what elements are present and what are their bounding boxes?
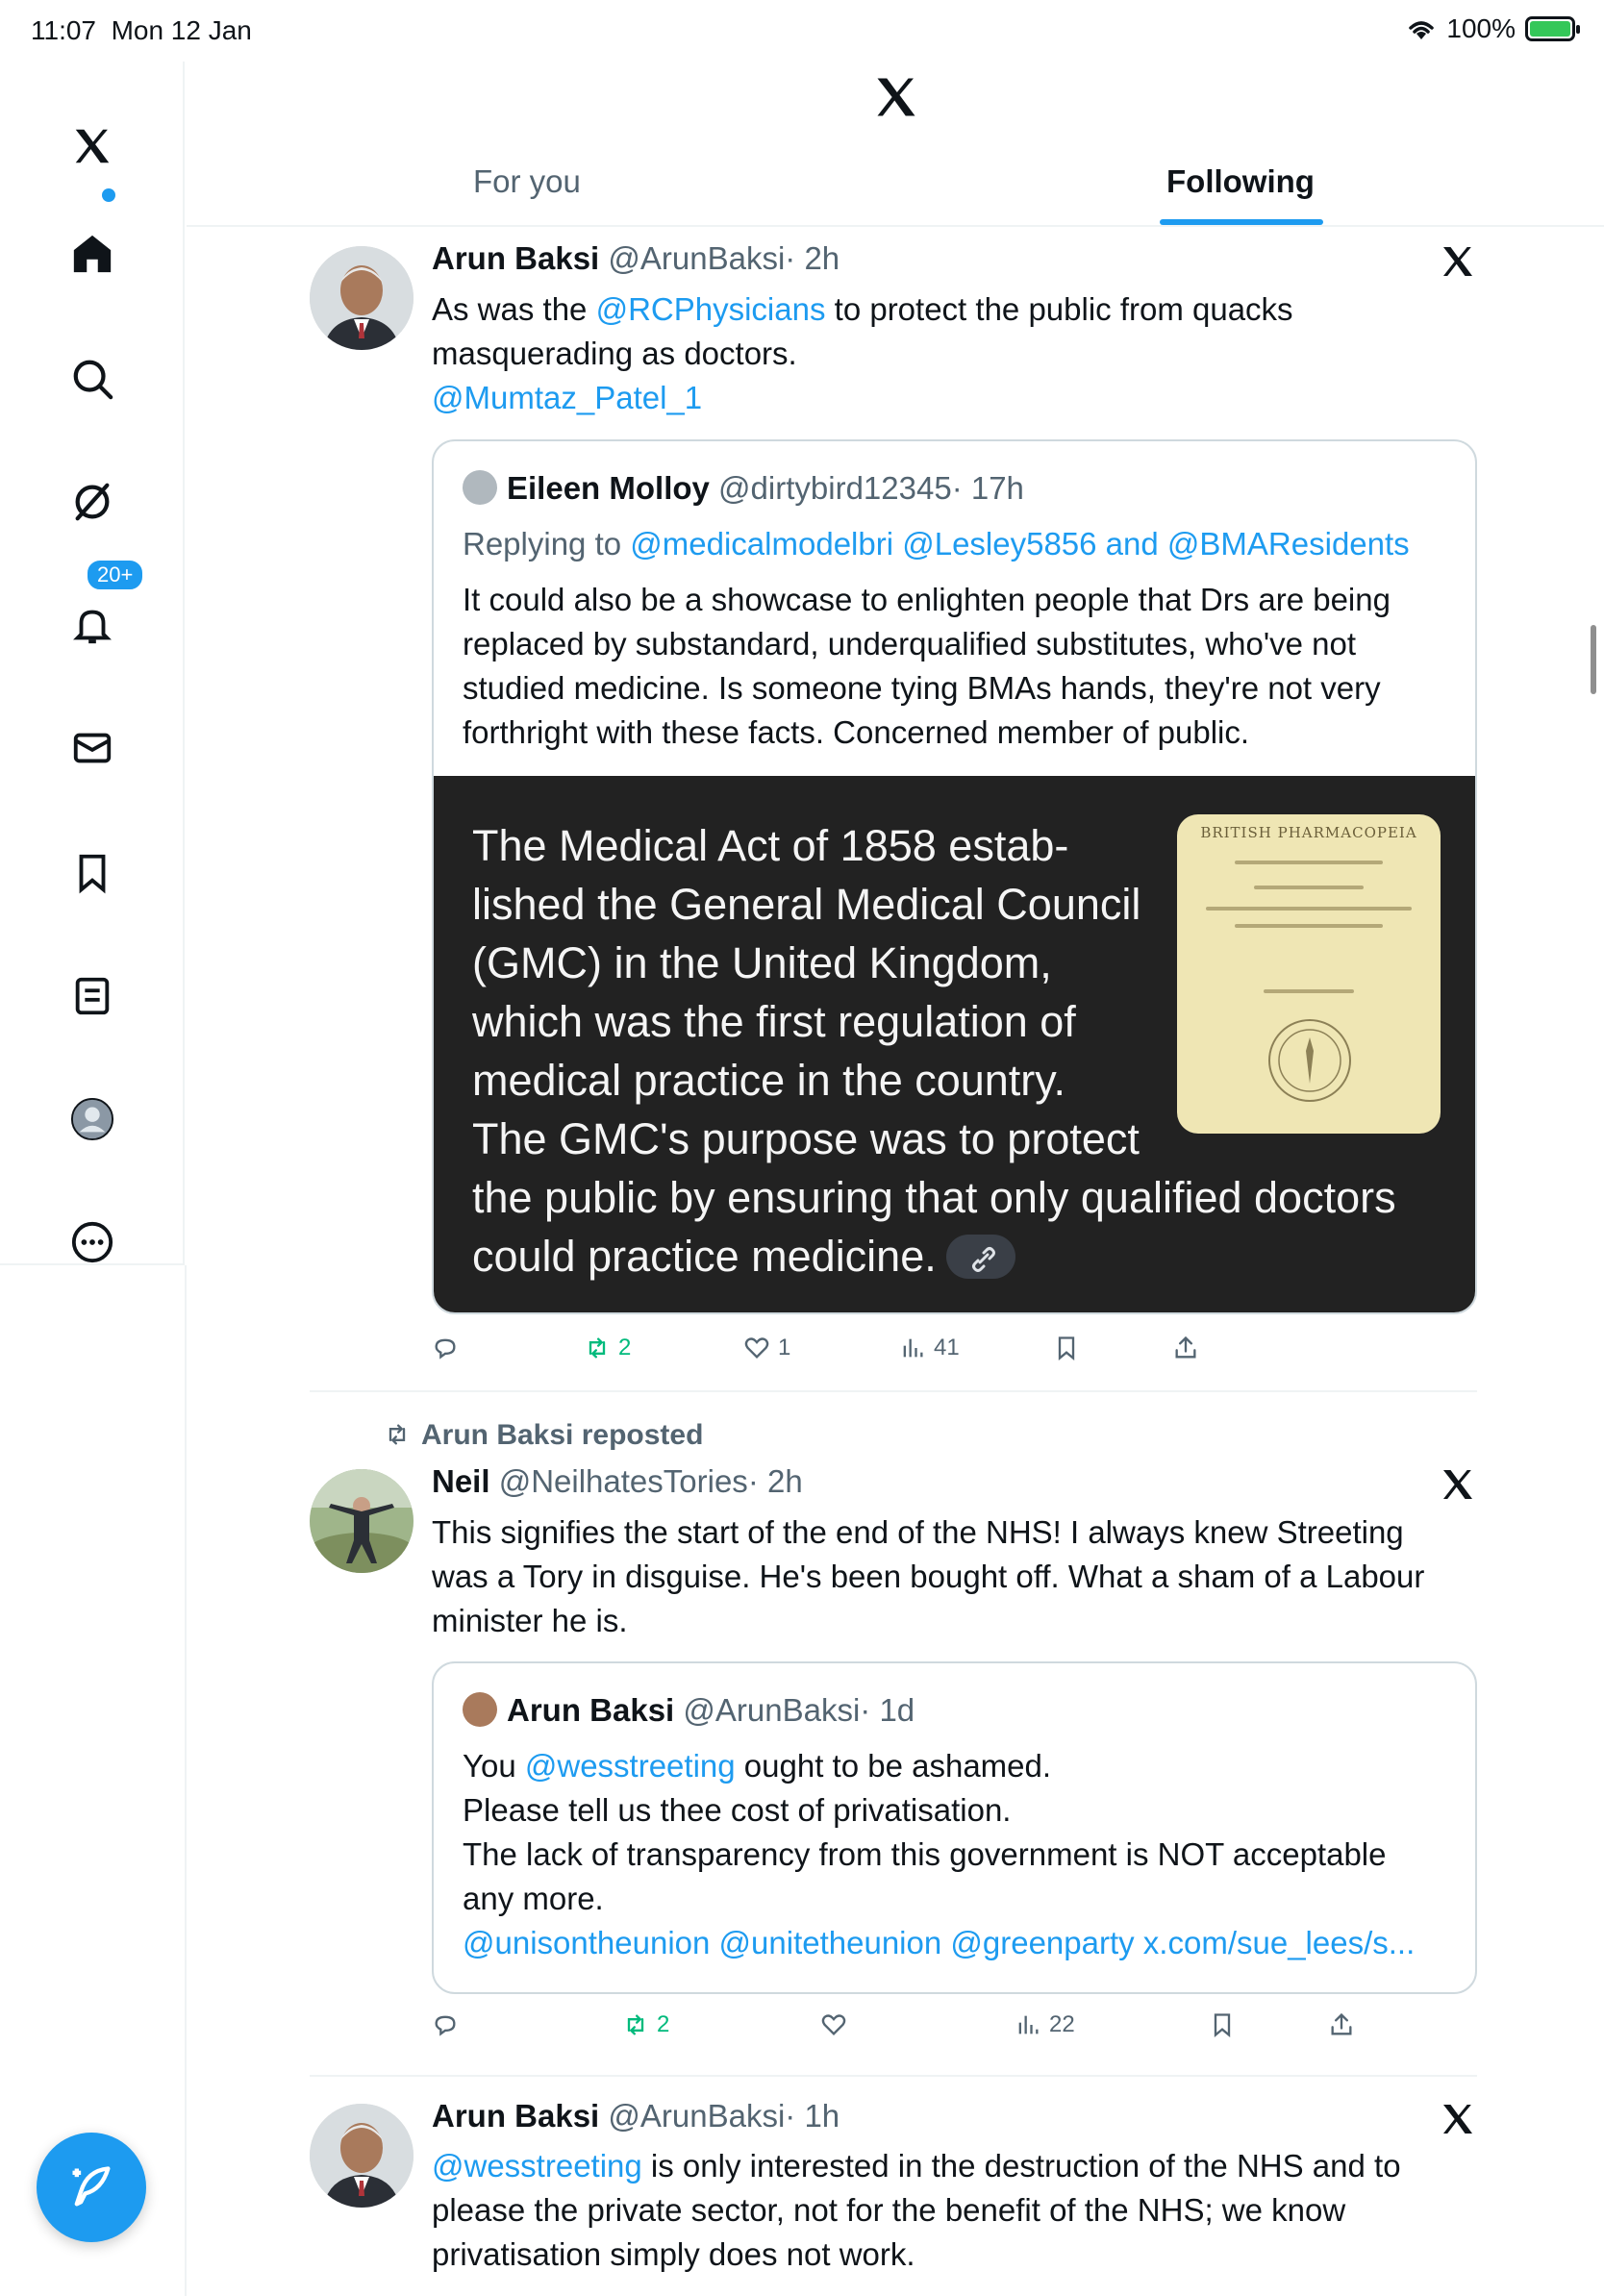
mention-link[interactable]: @wesstreeting <box>524 1748 736 1784</box>
share-button[interactable] <box>1172 1335 1199 1361</box>
quote-text: It could also be a showcase to enlighten people that Drs are being replaced by substandard, underqualified substitutes, who've not studied medicine. Is someone tying BMAs hands, they're not very forthright with these facts. Concerned member of public. <box>463 582 1391 750</box>
author-handle[interactable]: @NeilhatesTories <box>498 1463 748 1499</box>
repost-icon <box>622 2011 649 2038</box>
author-name[interactable]: Neil <box>432 1463 490 1499</box>
repost-button[interactable]: 2 <box>622 2011 669 2038</box>
author-handle[interactable]: @ArunBaksi <box>608 240 786 276</box>
more-options-icon[interactable] <box>54 1204 131 1281</box>
tweet-author-line <box>432 1463 803 1500</box>
author-handle[interactable]: @ArunBaksi <box>608 2098 786 2134</box>
views-button[interactable]: 22 <box>1015 2011 1075 2038</box>
author-name[interactable]: Arun Baksi <box>432 240 600 276</box>
quote-author-line <box>463 1692 915 1729</box>
tweet-time: · 2h <box>747 1463 803 1499</box>
search-icon[interactable] <box>54 340 131 417</box>
battery-percent: 100% <box>1446 13 1516 43</box>
quoted-tweet[interactable] <box>432 1661 1477 1994</box>
tab-for-you[interactable]: For you <box>473 163 581 199</box>
status-bar <box>0 0 1604 62</box>
quote-avatar <box>463 1692 497 1727</box>
mention-link[interactable]: @RCPhysicians <box>595 291 826 327</box>
quote-time: · 17h <box>951 470 1024 506</box>
quote-author-name: Arun Baksi <box>507 1692 675 1728</box>
like-button[interactable] <box>820 2011 855 2038</box>
lists-icon[interactable] <box>54 958 131 1035</box>
profile-avatar-icon[interactable] <box>54 1081 131 1158</box>
notifications-badge: 20+ <box>85 558 145 592</box>
pharmacopeia-thumbnail <box>1177 814 1441 1134</box>
reply-icon <box>432 2011 459 2038</box>
nav-divider <box>185 1265 187 2296</box>
tweet-author-line <box>432 2098 840 2134</box>
mention-link[interactable]: @Mumtaz_Patel_1 <box>432 380 703 415</box>
tweet-time: · 2h <box>785 240 840 276</box>
quote-text: You @wesstreeting ought to be ashamed. Please tell us thee cost of privatisation. The lack of transparency from this government is NOT acceptable any more. @unisontheunion @unitetheunion @greenparty x.com/sue_lees/s... <box>463 1744 1415 1965</box>
seal-icon <box>1266 1016 1354 1105</box>
replying-to-links[interactable]: @medicalmodelbri @Lesley5856 and @BMAResidents <box>630 526 1410 562</box>
tweet-text: As was the @RCPhysicians to protect the public from quacks masquerading as doctors. @Mumtaz_Patel_1 <box>432 287 1293 420</box>
quoted-tweet[interactable] <box>432 439 1477 1314</box>
repost-context: Arun Baksi reposted <box>381 1419 703 1452</box>
battery-icon <box>1525 16 1575 41</box>
quote-author-name: Eileen Molloy <box>507 470 710 506</box>
x-header-logo-icon[interactable] <box>871 67 921 132</box>
reply-button[interactable] <box>432 1335 466 1361</box>
tweet-divider <box>310 2075 1477 2077</box>
status-time: 11:07 Mon 12 Jan <box>31 15 252 45</box>
thumb-title: BRITISH PHARMACOPEIA <box>1200 824 1417 841</box>
bookmark-icon <box>1209 2011 1236 2038</box>
repost-button[interactable]: 2 <box>584 1335 631 1361</box>
active-tab-indicator <box>1160 219 1323 225</box>
share-icon <box>1328 2011 1355 2038</box>
compose-post-button[interactable] <box>37 2133 146 2242</box>
mention-link[interactable]: @wesstreeting <box>432 2148 642 2184</box>
tab-following[interactable]: Following <box>1166 163 1315 199</box>
quote-time: · 1d <box>860 1692 915 1728</box>
scrollbar-thumb[interactable] <box>1591 625 1596 694</box>
x-logo-icon <box>1439 1465 1477 1504</box>
tweet-author-line <box>432 240 840 277</box>
grok-icon[interactable] <box>54 463 131 540</box>
messages-envelope-icon[interactable] <box>54 710 131 786</box>
like-button[interactable]: 1 <box>743 1335 790 1361</box>
bookmark-icon <box>1053 1335 1080 1361</box>
sidebar-nav <box>0 62 185 1265</box>
home-icon[interactable] <box>54 215 131 292</box>
views-icon <box>1015 2011 1041 2038</box>
reply-button[interactable] <box>432 2011 466 2038</box>
quote-author-handle: @ArunBaksi <box>683 1692 861 1728</box>
author-name[interactable]: Arun Baksi <box>432 2098 600 2134</box>
share-button[interactable] <box>1328 2011 1355 2038</box>
bookmarks-icon[interactable] <box>54 835 131 911</box>
quote-author-handle: @dirtybird12345 <box>718 470 952 506</box>
quote-avatar <box>463 470 497 505</box>
repost-icon <box>381 1421 414 1448</box>
wifi-icon <box>1406 16 1437 41</box>
x-logo-icon <box>1439 2100 1477 2138</box>
compose-feather-icon <box>66 2162 116 2212</box>
repost-icon <box>584 1335 611 1361</box>
tweet-time: · 1h <box>785 2098 840 2134</box>
tweet-text: This signifies the start of the end of the NHS! I always knew Streeting was a Tory in disguise. He's been bought off. What a sham of a Labour minister he is. <box>432 1514 1425 1638</box>
avatar[interactable] <box>310 246 414 350</box>
quote-media-image[interactable] <box>434 776 1477 1314</box>
views-button[interactable]: 41 <box>899 1335 960 1361</box>
tweet-text: @wesstreeting is only interested in the destruction of the NHS and to please the private sector, not for the benefit of the NHS; we know privatisation simply does not work. <box>432 2148 1401 2272</box>
views-icon <box>899 1335 926 1361</box>
x-logo-icon <box>1439 242 1477 281</box>
replying-to: Replying to @medicalmodelbri @Lesley5856 and @BMAResidents <box>463 526 1410 562</box>
reply-icon <box>432 1335 459 1361</box>
home-unread-dot <box>102 188 115 202</box>
notifications-bell-icon[interactable] <box>54 586 131 663</box>
status-right <box>1406 13 1575 44</box>
bookmark-button[interactable] <box>1053 1335 1080 1361</box>
mention-links[interactable]: @unisontheunion @unitetheunion @greenparty x.com/sue_lees/s... <box>463 1925 1416 1960</box>
quote-author-line <box>463 470 1024 507</box>
avatar[interactable] <box>310 1469 414 1573</box>
tweet-actions <box>432 2011 1477 2050</box>
tweet-divider <box>310 1390 1477 1392</box>
timeline-header <box>187 62 1604 227</box>
tweet-actions <box>432 1335 1477 1373</box>
bookmark-button[interactable] <box>1209 2011 1236 2038</box>
x-logo-icon[interactable] <box>54 108 131 185</box>
media-text: The Medical Act of 1858 estab- lished the General Medical Council (GMC) in the United Kingdom, which was the first regulation of medical practice in the country. The GMC's purpose was to protect the public by ensuring that only qualified doctors could practice medicine. <box>472 821 1396 1281</box>
share-icon <box>1172 1335 1199 1361</box>
avatar[interactable] <box>310 2104 414 2208</box>
heart-icon <box>820 2011 847 2038</box>
heart-icon <box>743 1335 770 1361</box>
link-icon[interactable] <box>946 1235 1015 1279</box>
